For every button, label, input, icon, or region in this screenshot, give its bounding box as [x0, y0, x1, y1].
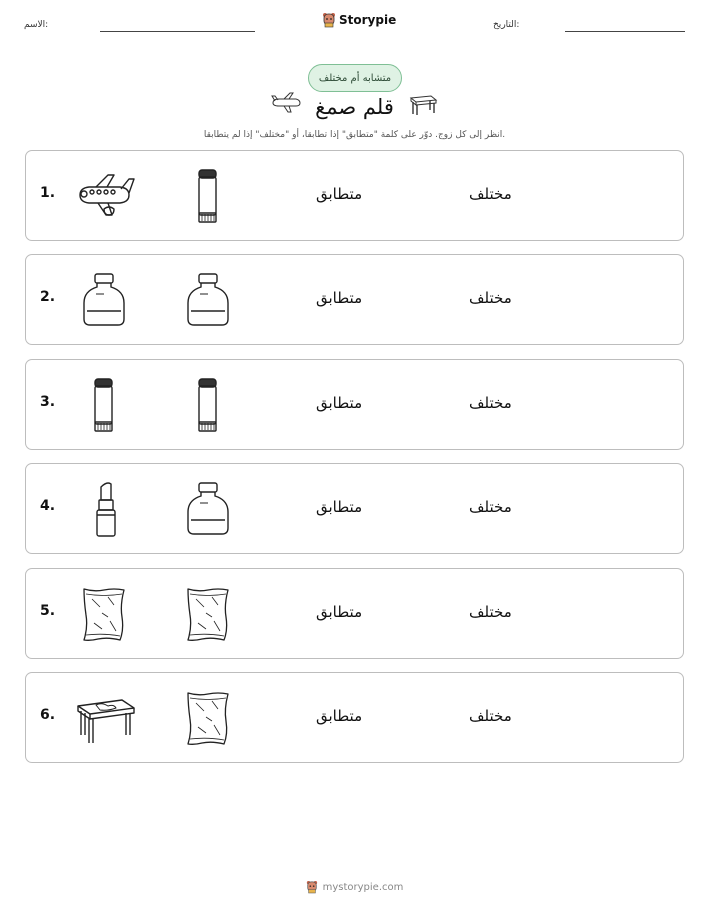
question-row	[25, 463, 684, 554]
glue-stick-icon	[74, 376, 140, 434]
option-different[interactable]: مختلف	[469, 289, 512, 308]
question-number: 1.	[40, 185, 56, 201]
question-row	[25, 672, 684, 763]
question-number: 4.	[40, 498, 56, 515]
option-different[interactable]: مختلف	[469, 393, 512, 412]
plastic-bag-icon	[178, 689, 238, 747]
footer-site[interactable]: mystorypie.com	[322, 881, 404, 893]
option-different[interactable]: مختلف	[469, 498, 512, 517]
table-icon	[74, 689, 140, 747]
glue-stick-icon	[178, 167, 238, 225]
question-row	[25, 150, 684, 241]
bear-icon	[322, 12, 336, 28]
brand-logo	[322, 12, 396, 28]
option-same[interactable]: متطابق	[316, 498, 363, 517]
option-different[interactable]: مختلف	[469, 185, 512, 203]
airplane-icon	[74, 167, 140, 225]
option-same[interactable]: متطابق	[316, 289, 363, 308]
question-number: 6.	[40, 707, 56, 723]
plastic-bag-icon	[178, 585, 238, 643]
bear-icon	[306, 880, 318, 894]
option-different[interactable]: مختلف	[469, 602, 512, 621]
option-same[interactable]: متطابق	[316, 602, 363, 621]
table-icon	[408, 92, 438, 116]
option-different[interactable]: مختلف	[469, 707, 512, 725]
option-same[interactable]: متطابق	[316, 185, 363, 203]
lipstick-icon	[74, 480, 140, 538]
date-line[interactable]	[565, 31, 685, 32]
question-row	[25, 568, 684, 659]
brand-name: Storypie	[339, 13, 397, 27]
question-row	[25, 359, 684, 450]
option-same[interactable]: متطابق	[316, 707, 363, 725]
page-title: قلم صمغ	[315, 95, 394, 119]
plastic-bag-icon	[74, 585, 140, 643]
question-number: 3.	[40, 393, 56, 410]
option-same[interactable]: متطابق	[316, 393, 363, 412]
jar-icon	[74, 271, 140, 329]
question-number: 2.	[40, 289, 56, 306]
footer	[0, 880, 709, 894]
name-line[interactable]	[100, 31, 255, 32]
jar-icon	[178, 480, 238, 538]
question-number: 5.	[40, 602, 56, 619]
glue-stick-icon	[178, 376, 238, 434]
topic-badge: متشابه أم مختلف	[308, 64, 402, 92]
date-label: التاريخ:	[493, 20, 520, 30]
jar-icon	[178, 271, 238, 329]
instructions: انظر إلى كل زوج. دوّر على كلمة "متطابق" إذا تطابقا، أو "مختلف" إذا لم يتطابقا.	[203, 130, 506, 140]
question-row	[25, 254, 684, 345]
name-label: الاسم:	[24, 20, 49, 30]
